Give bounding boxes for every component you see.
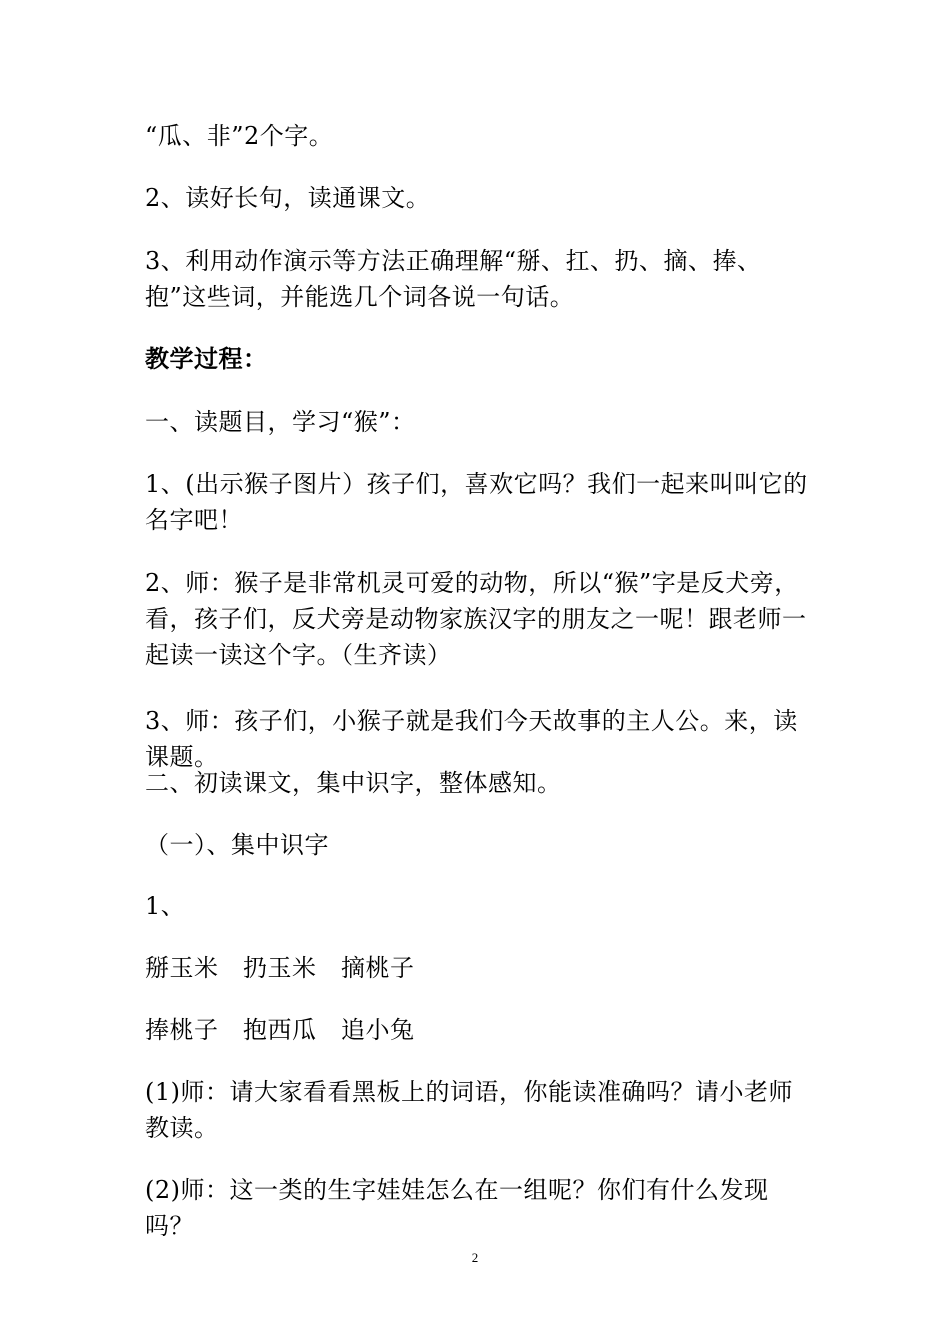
list-number: 1、	[145, 892, 186, 920]
step-1-2: 2、师：猴子是非常机灵可爱的动物，所以“猴”字是反犬旁，看，孩子们，反犬旁是动物家族汉字的朋友之一呢！跟老师一起读一读这个字。（生齐读）	[145, 569, 807, 669]
subsection-heading: （一）、集中识字	[145, 831, 329, 859]
section-heading: 教学过程：	[145, 344, 268, 373]
objective-3: 3、利用动作演示等方法正确理解“掰、扛、扔、摘、捧、抱”这些词，并能选几个词各说一句话。	[145, 247, 762, 311]
page-number: 2	[471, 1250, 479, 1265]
word-list-row-2: 捧桃子 抱西瓜 追小兔	[145, 1016, 415, 1044]
step-1-1: 1、(出示猴子图片）孩子们，喜欢它吗？我们一起来叫叫它的名字吧！	[145, 470, 808, 534]
text-line: “瓜、非”2个字。	[145, 122, 334, 150]
step-1-3: 3、师：孩子们，小猴子就是我们今天故事的主人公。来，读课题。	[145, 707, 798, 771]
question-2: (2)师：这一类的生字娃娃怎么在一组呢？你们有什么发现吗？	[145, 1176, 769, 1240]
step-2-heading: 二、初读课文，集中识字，整体感知。	[145, 769, 562, 797]
step-1-heading: 一、读题目，学习“猴”：	[145, 408, 416, 436]
word-list-row-1: 掰玉米 扔玉米 摘桃子	[145, 954, 415, 982]
objective-2: 2、读好长句，读通课文。	[145, 184, 431, 212]
question-1: (1)师：请大家看看黑板上的词语，你能读准确吗？请小老师教读。	[145, 1078, 793, 1142]
